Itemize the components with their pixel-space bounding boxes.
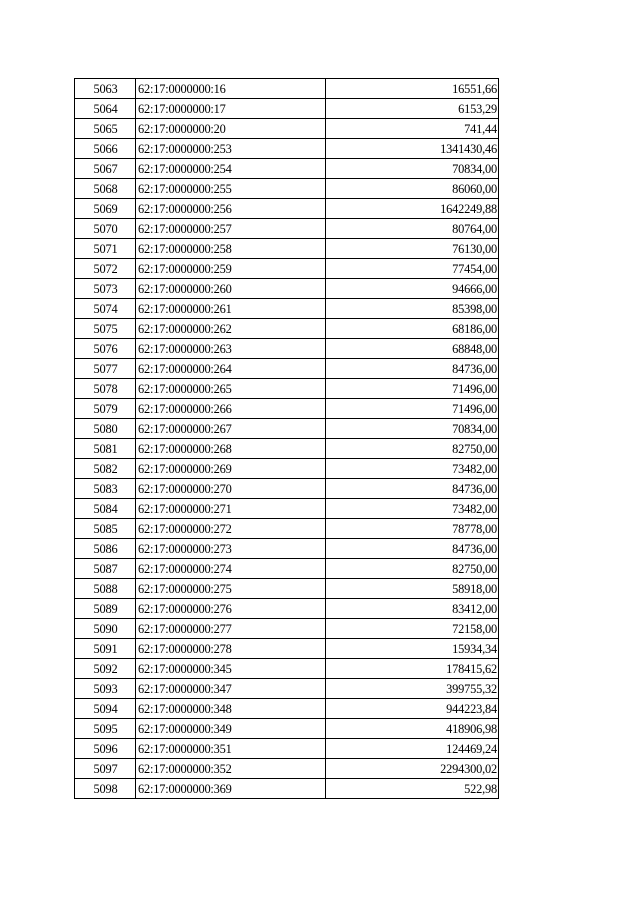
table-row bbox=[75, 719, 499, 739]
table-row bbox=[75, 699, 499, 719]
table-row bbox=[75, 159, 499, 179]
cadastral-number-cell: 62:17:0000000:260 bbox=[136, 279, 326, 299]
value-cell: 83412,00 bbox=[326, 599, 499, 619]
table-row bbox=[75, 79, 499, 99]
row-number-cell: 5068 bbox=[75, 179, 136, 199]
table-row bbox=[75, 119, 499, 139]
value-cell: 58918,00 bbox=[326, 579, 499, 599]
row-number-cell: 5082 bbox=[75, 459, 136, 479]
value-cell: 77454,00 bbox=[326, 259, 499, 279]
value-cell: 71496,00 bbox=[326, 379, 499, 399]
value-cell: 84736,00 bbox=[326, 479, 499, 499]
value-cell: 86060,00 bbox=[326, 179, 499, 199]
row-number-cell: 5076 bbox=[75, 339, 136, 359]
table-row bbox=[75, 599, 499, 619]
row-number-cell: 5095 bbox=[75, 719, 136, 739]
row-number-cell: 5071 bbox=[75, 239, 136, 259]
cadastral-number-cell: 62:17:0000000:258 bbox=[136, 239, 326, 259]
table-row bbox=[75, 259, 499, 279]
value-cell: 522,98 bbox=[326, 779, 499, 799]
row-number-cell: 5078 bbox=[75, 379, 136, 399]
table-row bbox=[75, 239, 499, 259]
row-number-cell: 5094 bbox=[75, 699, 136, 719]
cadastral-number-cell: 62:17:0000000:266 bbox=[136, 399, 326, 419]
cadastral-number-cell: 62:17:0000000:20 bbox=[136, 119, 326, 139]
cadastral-number-cell: 62:17:0000000:263 bbox=[136, 339, 326, 359]
cadastral-number-cell: 62:17:0000000:351 bbox=[136, 739, 326, 759]
value-cell: 71496,00 bbox=[326, 399, 499, 419]
row-number-cell: 5092 bbox=[75, 659, 136, 679]
table-row bbox=[75, 359, 499, 379]
value-cell: 84736,00 bbox=[326, 539, 499, 559]
value-cell: 70834,00 bbox=[326, 419, 499, 439]
cadastral-number-cell: 62:17:0000000:259 bbox=[136, 259, 326, 279]
value-cell: 399755,32 bbox=[326, 679, 499, 699]
row-number-cell: 5083 bbox=[75, 479, 136, 499]
table-row bbox=[75, 659, 499, 679]
table-row bbox=[75, 619, 499, 639]
table-row bbox=[75, 439, 499, 459]
row-number-cell: 5073 bbox=[75, 279, 136, 299]
cadastral-number-cell: 62:17:0000000:345 bbox=[136, 659, 326, 679]
value-cell: 1642249,88 bbox=[326, 199, 499, 219]
table-row bbox=[75, 559, 499, 579]
value-cell: 85398,00 bbox=[326, 299, 499, 319]
value-cell: 124469,24 bbox=[326, 739, 499, 759]
value-cell: 84736,00 bbox=[326, 359, 499, 379]
row-number-cell: 5077 bbox=[75, 359, 136, 379]
cadastral-number-cell: 62:17:0000000:276 bbox=[136, 599, 326, 619]
value-cell: 76130,00 bbox=[326, 239, 499, 259]
table-row bbox=[75, 179, 499, 199]
row-number-cell: 5093 bbox=[75, 679, 136, 699]
cadastral-number-cell: 62:17:0000000:349 bbox=[136, 719, 326, 739]
cadastral-number-cell: 62:17:0000000:253 bbox=[136, 139, 326, 159]
cadastral-number-cell: 62:17:0000000:254 bbox=[136, 159, 326, 179]
value-cell: 1341430,46 bbox=[326, 139, 499, 159]
cadastral-number-cell: 62:17:0000000:347 bbox=[136, 679, 326, 699]
row-number-cell: 5064 bbox=[75, 99, 136, 119]
value-cell: 15934,34 bbox=[326, 639, 499, 659]
value-cell: 2294300,02 bbox=[326, 759, 499, 779]
cadastral-number-cell: 62:17:0000000:255 bbox=[136, 179, 326, 199]
cadastral-number-cell: 62:17:0000000:270 bbox=[136, 479, 326, 499]
row-number-cell: 5098 bbox=[75, 779, 136, 799]
row-number-cell: 5069 bbox=[75, 199, 136, 219]
table-row bbox=[75, 579, 499, 599]
row-number-cell: 5074 bbox=[75, 299, 136, 319]
table-row bbox=[75, 279, 499, 299]
table-row bbox=[75, 759, 499, 779]
cadastral-number-cell: 62:17:0000000:265 bbox=[136, 379, 326, 399]
row-number-cell: 5065 bbox=[75, 119, 136, 139]
value-cell: 94666,00 bbox=[326, 279, 499, 299]
table-row bbox=[75, 99, 499, 119]
value-cell: 82750,00 bbox=[326, 559, 499, 579]
table-row bbox=[75, 639, 499, 659]
cadastral-value-table bbox=[74, 78, 499, 799]
value-cell: 68186,00 bbox=[326, 319, 499, 339]
value-cell: 6153,29 bbox=[326, 99, 499, 119]
value-cell: 73482,00 bbox=[326, 499, 499, 519]
row-number-cell: 5063 bbox=[75, 79, 136, 99]
value-cell: 16551,66 bbox=[326, 79, 499, 99]
cadastral-number-cell: 62:17:0000000:261 bbox=[136, 299, 326, 319]
table-row bbox=[75, 679, 499, 699]
table-row bbox=[75, 219, 499, 239]
value-cell: 72158,00 bbox=[326, 619, 499, 639]
table-body bbox=[75, 79, 499, 799]
table-row bbox=[75, 779, 499, 799]
cadastral-number-cell: 62:17:0000000:17 bbox=[136, 99, 326, 119]
cadastral-number-cell: 62:17:0000000:273 bbox=[136, 539, 326, 559]
table-row bbox=[75, 479, 499, 499]
table-row bbox=[75, 519, 499, 539]
row-number-cell: 5079 bbox=[75, 399, 136, 419]
row-number-cell: 5089 bbox=[75, 599, 136, 619]
cadastral-number-cell: 62:17:0000000:16 bbox=[136, 79, 326, 99]
row-number-cell: 5080 bbox=[75, 419, 136, 439]
value-cell: 82750,00 bbox=[326, 439, 499, 459]
cadastral-number-cell: 62:17:0000000:352 bbox=[136, 759, 326, 779]
table-row bbox=[75, 139, 499, 159]
table-row bbox=[75, 739, 499, 759]
cadastral-number-cell: 62:17:0000000:277 bbox=[136, 619, 326, 639]
cadastral-number-cell: 62:17:0000000:267 bbox=[136, 419, 326, 439]
row-number-cell: 5088 bbox=[75, 579, 136, 599]
cadastral-number-cell: 62:17:0000000:262 bbox=[136, 319, 326, 339]
value-cell: 70834,00 bbox=[326, 159, 499, 179]
cadastral-number-cell: 62:17:0000000:275 bbox=[136, 579, 326, 599]
row-number-cell: 5075 bbox=[75, 319, 136, 339]
value-cell: 80764,00 bbox=[326, 219, 499, 239]
document-page bbox=[74, 78, 499, 799]
row-number-cell: 5087 bbox=[75, 559, 136, 579]
row-number-cell: 5086 bbox=[75, 539, 136, 559]
table-row bbox=[75, 199, 499, 219]
row-number-cell: 5097 bbox=[75, 759, 136, 779]
value-cell: 741,44 bbox=[326, 119, 499, 139]
table-row bbox=[75, 539, 499, 559]
row-number-cell: 5067 bbox=[75, 159, 136, 179]
row-number-cell: 5070 bbox=[75, 219, 136, 239]
table-row bbox=[75, 459, 499, 479]
value-cell: 944223,84 bbox=[326, 699, 499, 719]
cadastral-number-cell: 62:17:0000000:256 bbox=[136, 199, 326, 219]
row-number-cell: 5090 bbox=[75, 619, 136, 639]
cadastral-number-cell: 62:17:0000000:257 bbox=[136, 219, 326, 239]
table-row bbox=[75, 399, 499, 419]
value-cell: 178415,62 bbox=[326, 659, 499, 679]
table-row bbox=[75, 419, 499, 439]
value-cell: 418906,98 bbox=[326, 719, 499, 739]
table-row bbox=[75, 499, 499, 519]
cadastral-number-cell: 62:17:0000000:278 bbox=[136, 639, 326, 659]
cadastral-number-cell: 62:17:0000000:272 bbox=[136, 519, 326, 539]
value-cell: 78778,00 bbox=[326, 519, 499, 539]
row-number-cell: 5091 bbox=[75, 639, 136, 659]
cadastral-number-cell: 62:17:0000000:271 bbox=[136, 499, 326, 519]
row-number-cell: 5066 bbox=[75, 139, 136, 159]
cadastral-number-cell: 62:17:0000000:369 bbox=[136, 779, 326, 799]
value-cell: 73482,00 bbox=[326, 459, 499, 479]
table-row bbox=[75, 319, 499, 339]
table-row bbox=[75, 299, 499, 319]
table-row bbox=[75, 379, 499, 399]
row-number-cell: 5084 bbox=[75, 499, 136, 519]
row-number-cell: 5096 bbox=[75, 739, 136, 759]
cadastral-number-cell: 62:17:0000000:269 bbox=[136, 459, 326, 479]
cadastral-number-cell: 62:17:0000000:348 bbox=[136, 699, 326, 719]
row-number-cell: 5081 bbox=[75, 439, 136, 459]
row-number-cell: 5085 bbox=[75, 519, 136, 539]
value-cell: 68848,00 bbox=[326, 339, 499, 359]
table-row bbox=[75, 339, 499, 359]
cadastral-number-cell: 62:17:0000000:268 bbox=[136, 439, 326, 459]
cadastral-number-cell: 62:17:0000000:264 bbox=[136, 359, 326, 379]
row-number-cell: 5072 bbox=[75, 259, 136, 279]
cadastral-number-cell: 62:17:0000000:274 bbox=[136, 559, 326, 579]
